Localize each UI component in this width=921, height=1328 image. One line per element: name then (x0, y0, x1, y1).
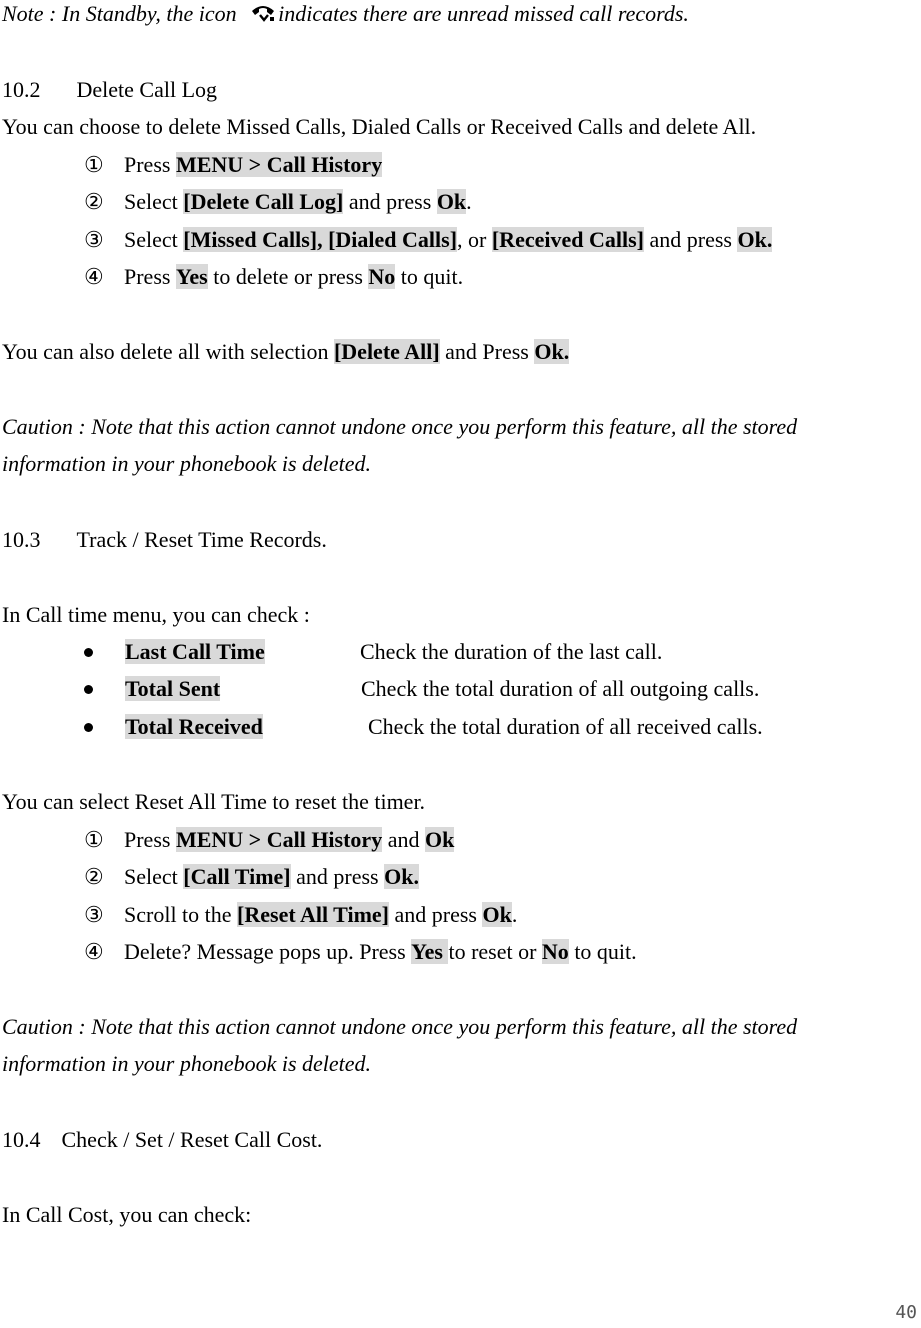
ok-key-highlight: Ok. (737, 227, 773, 252)
bullet-desc-last-call-time: Check the duration of the last call. (360, 639, 663, 664)
ok-key-highlight: Ok (436, 189, 467, 214)
step-text: Press (124, 264, 176, 289)
delete-step-1 (84, 151, 382, 179)
ok-key-highlight: Ok. (384, 864, 419, 889)
option-highlight: [Delete Call Log] (183, 189, 344, 214)
section-title: Track / Reset Time Records. (76, 527, 327, 552)
section-number: 10.3 (2, 527, 41, 552)
step-number: ② (84, 864, 104, 889)
reset-intro: You can select Reset All Time to reset the timer. (2, 789, 426, 814)
reset-step-2 (84, 863, 419, 891)
section-10-2-heading (2, 76, 217, 104)
delete-step-3 (84, 226, 772, 254)
body-text: and Press (439, 339, 535, 364)
step-text: , or (457, 227, 492, 252)
step-number: ④ (84, 264, 104, 289)
caution-line-2: information in your phonebook is deleted. (2, 1051, 372, 1076)
step-text: Select (124, 189, 184, 214)
bullet-dot (84, 648, 93, 657)
section-10-3-heading (2, 526, 327, 554)
step-number: ③ (84, 902, 104, 927)
yes-key-highlight: Yes (411, 939, 449, 964)
term-highlight: Last Call Time (125, 639, 265, 664)
step-number: ① (84, 827, 104, 852)
page-number: 40 (895, 1302, 917, 1323)
caution-line-1: Caution : Note that this action cannot undone once you perform this feature, all the stored (2, 414, 798, 439)
standby-note (2, 0, 689, 30)
delete-all-note (2, 338, 569, 366)
bullet-dot (84, 685, 93, 694)
no-key-highlight: No (368, 264, 396, 289)
delete-step-2 (84, 188, 472, 216)
menu-path-highlight: MENU > Call History (175, 827, 383, 852)
step-number: ① (84, 152, 104, 177)
term-highlight: Total Sent (125, 676, 221, 701)
step-text: and (382, 827, 425, 852)
caution-line-1: Caution : Note that this action cannot undone once you perform this feature, all the stored (2, 1014, 798, 1039)
step-number: ② (84, 189, 104, 214)
step-text: and press (343, 189, 437, 214)
step-text: Scroll to the (124, 902, 238, 927)
step-text: Press (124, 827, 176, 852)
step-text: to quit. (568, 939, 637, 964)
bullet-term-total-received (125, 713, 263, 741)
caution-line-2: information in your phonebook is deleted. (2, 451, 372, 476)
section-title: Check / Set / Reset Call Cost. (61, 1127, 323, 1152)
bullet-desc-total-received: Check the total duration of all received calls. (368, 714, 763, 739)
option-highlight: [Reset All Time] (237, 902, 389, 927)
option-highlight: [Missed Calls], [Dialed Calls] (183, 227, 458, 252)
reset-step-1 (84, 826, 454, 854)
step-text: Delete? Message pops up. Press (124, 939, 412, 964)
bullet-term-total-sent (125, 675, 220, 703)
step-text: and press (290, 864, 385, 889)
step-text: and press (388, 902, 483, 927)
bullet-dot (84, 723, 93, 732)
ok-key-highlight: Ok. (534, 339, 570, 364)
note-text-after: indicates there are unread missed call records. (278, 1, 689, 26)
bullet-desc-total-sent: Check the total duration of all outgoing calls. (361, 676, 760, 701)
step-text: . (466, 189, 472, 214)
missed-call-icon (250, 2, 276, 24)
step-text: Press (124, 152, 176, 177)
note-text-before: Note : In Standby, the icon (2, 1, 243, 26)
step-text: to reset or (448, 939, 542, 964)
section-10-4-intro: In Call Cost, you can check: (2, 1202, 252, 1227)
step-number: ③ (84, 227, 104, 252)
reset-step-3 (84, 901, 517, 929)
option-highlight: [Call Time] (183, 864, 291, 889)
option-highlight: [Delete All] (333, 339, 440, 364)
step-text: to quit. (395, 264, 464, 289)
delete-step-4 (84, 263, 463, 291)
step-text: Select (124, 227, 184, 252)
term-highlight: Total Received (125, 714, 263, 739)
yes-key-highlight: Yes (175, 264, 208, 289)
step-text: to delete or press (207, 264, 369, 289)
ok-key-highlight: Ok (424, 827, 455, 852)
step-number: ④ (84, 939, 104, 964)
body-text: You can also delete all with selection (2, 339, 334, 364)
menu-path-highlight: MENU > Call History (175, 152, 383, 177)
step-text: . (511, 902, 518, 927)
section-number: 10.2 (2, 77, 41, 102)
bullet-term-last-call-time (125, 638, 265, 666)
ok-key-highlight: Ok (482, 902, 512, 927)
section-10-3-intro: In Call time menu, you can check : (2, 602, 310, 627)
section-10-4-heading (2, 1126, 322, 1154)
reset-step-4 (84, 938, 637, 966)
section-number: 10.4 (2, 1127, 41, 1152)
section-10-2-intro: You can choose to delete Missed Calls, Dialed Calls or Received Calls and delete All. (2, 114, 757, 139)
step-text: Select (124, 864, 184, 889)
step-text: and press (643, 227, 738, 252)
section-title: Delete Call Log (76, 77, 218, 102)
option-highlight: [Received Calls] (491, 227, 644, 252)
no-key-highlight: No (541, 939, 569, 964)
